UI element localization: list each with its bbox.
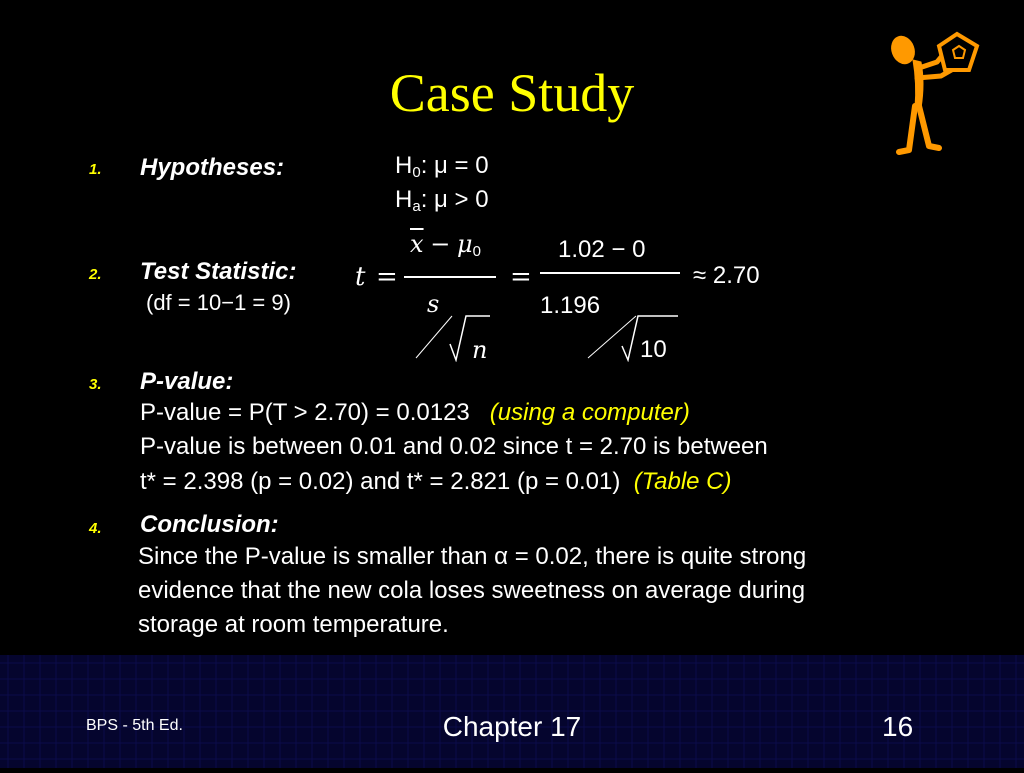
degrees-of-freedom: (df = 10−1 = 9)	[146, 290, 291, 315]
formula-equals: =	[510, 262, 532, 292]
conclusion-line: storage at room temperature.	[138, 611, 449, 638]
alternative-hypothesis: $H_a$: μ > 0	[395, 186, 489, 215]
item-heading: Conclusion:	[140, 511, 279, 538]
formula-result: ≈ 2.70	[693, 262, 760, 289]
fraction-bar	[404, 276, 496, 278]
footer-chapter: Chapter 17	[442, 711, 582, 742]
item-number: 3.	[89, 376, 102, 393]
slide-title: Case Study	[389, 63, 635, 123]
footer-left: BPS - 5th Ed.	[86, 717, 183, 734]
null-hypothesis: $H_0$: μ = 0	[395, 152, 489, 181]
conclusion-line: evidence that the new cola loses sweetness on average during	[138, 577, 806, 604]
formula-numerator-values: 1.02 − 0	[558, 236, 646, 263]
sqrt-sign-icon	[586, 286, 686, 362]
formula-numerator: $\overline{x} - \mu_0$	[410, 230, 481, 260]
pvalue-line: t* = 2.398 (p = 0.02) and t* = 2.821 (p = 0.01) (Table C)	[140, 468, 732, 495]
item-number: 4.	[89, 520, 102, 537]
slide-number: 16	[882, 711, 914, 742]
formula-s-value: 1.196	[540, 292, 601, 319]
formula-equals: =	[376, 262, 398, 292]
item-heading: Hypotheses:	[140, 154, 285, 181]
formula-s: s	[427, 290, 440, 318]
formula-t: t	[355, 262, 366, 292]
pvalue-line: P-value is between 0.01 and 0.02 since t = 2.70 is between	[140, 433, 768, 460]
item-heading: P-value:	[140, 368, 234, 395]
item-number: 1.	[89, 161, 102, 178]
formula-n-value: 10	[640, 336, 667, 363]
conclusion-line: Since the P-value is smaller than α = 0.02, there is quite strong	[138, 543, 807, 570]
figure-holding-sign-icon	[885, 28, 985, 158]
pvalue-line: P-value = P(T > 2.70) = 0.0123 (using a computer)	[140, 399, 690, 426]
fraction-bar	[540, 272, 680, 274]
item-heading: Test Statistic:	[140, 258, 297, 285]
formula-n: n	[472, 336, 488, 364]
item-number: 2.	[89, 266, 102, 283]
